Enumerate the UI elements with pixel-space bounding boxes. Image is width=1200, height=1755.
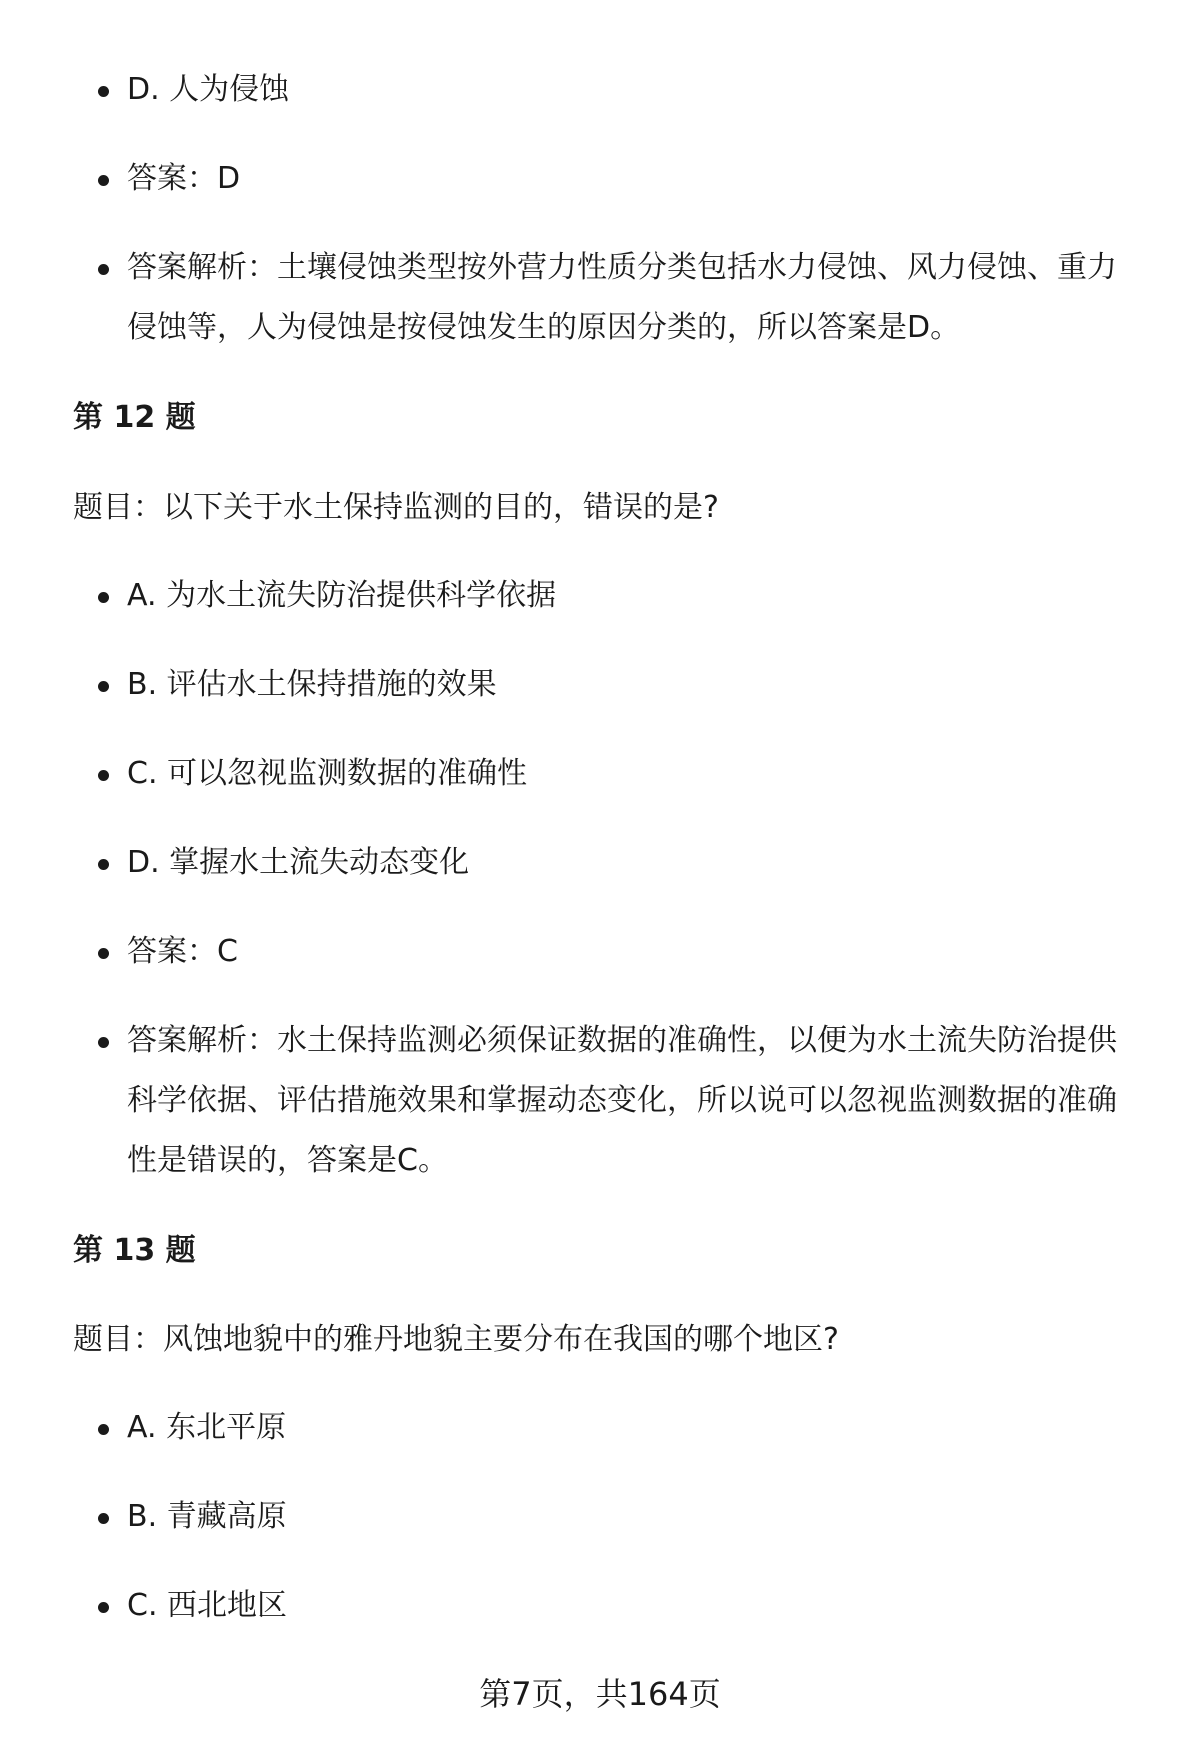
answer: 答案：C	[127, 922, 1142, 982]
question-12-heading: 第 12 题	[73, 400, 196, 435]
answer: 答案：D	[127, 149, 1142, 209]
option-a: A. 东北平原	[127, 1398, 1142, 1458]
answer-explanation: 答案解析：土壤侵蚀类型按外营力性质分类包括水力侵蚀、风力侵蚀、重力侵蚀等，人为侵蚀是按侵蚀发生的原因分类的，所以答案是D。	[127, 238, 1142, 358]
option-b: B. 评估水土保持措施的效果	[127, 655, 1142, 715]
option-d: D. 人为侵蚀	[127, 60, 1142, 120]
question-13-stem: 题目：风蚀地貌中的雅丹地貌主要分布在我国的哪个地区?	[73, 1322, 839, 1357]
page-indicator: 第7页，共164页	[479, 1675, 721, 1713]
answer-explanation: 答案解析：水土保持监测必须保证数据的准确性，以便为水土流失防治提供科学依据、评估措施效果和掌握动态变化，所以说可以忽视监测数据的准确性是错误的，答案是C。	[127, 1011, 1142, 1191]
option-b: B. 青藏高原	[127, 1487, 1142, 1547]
question-13-heading: 第 13 题	[73, 1233, 196, 1268]
option-c: C. 可以忽视监测数据的准确性	[127, 744, 1142, 804]
option-c: C. 西北地区	[127, 1576, 1142, 1636]
option-d: D. 掌握水土流失动态变化	[127, 833, 1142, 893]
option-a: A. 为水土流失防治提供科学依据	[127, 566, 1142, 626]
question-12-stem: 题目：以下关于水土保持监测的目的，错误的是?	[73, 490, 719, 525]
